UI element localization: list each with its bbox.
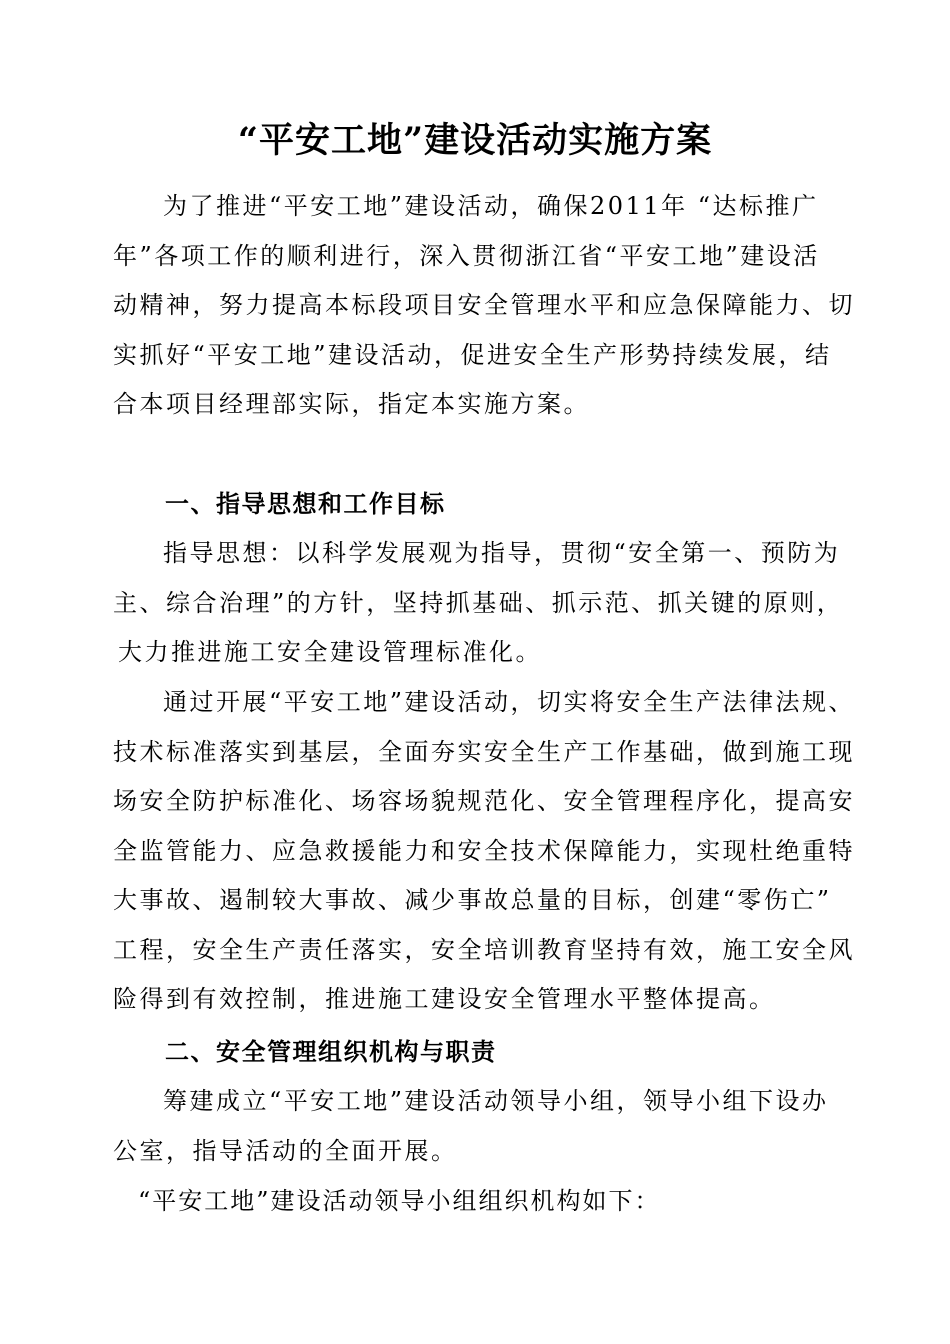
intro-paragraph xyxy=(113,182,853,430)
guiding-thought-paragraph xyxy=(113,529,853,678)
paragraph-line: 全监管能力、应急救援能力和安全技术保障能力，实现杜绝重特 xyxy=(113,836,855,865)
paragraph-line: 合本项目经理部实际，指定本实施方案。 xyxy=(113,390,590,418)
paragraph-line: 通过开展“平安工地”建设活动，切实将安全生产法律法规、 xyxy=(163,688,856,716)
paragraph-line: 主、综合治理”的方针，坚持抓基础、抓示范、抓关键的原则， xyxy=(113,588,844,617)
paragraph-line: 为了推进“平安工地”建设活动，确保2011年 “达标推广 xyxy=(163,192,819,220)
paragraph-line: 动精神，努力提高本标段项目安全管理水平和应急保障能力、切 xyxy=(113,291,855,319)
section-heading-1: 一、指导思想和工作目标 xyxy=(165,489,446,518)
paragraph-line: 筹建成立“平安工地”建设活动领导小组，领导小组下设办 xyxy=(163,1087,829,1115)
work-goal-paragraph xyxy=(113,678,856,1025)
paragraph-line: 指导思想：以科学发展观为指导，贯彻“安全第一、预防为 xyxy=(163,539,841,567)
paragraph-line: 大力推进施工安全建设管理标准化。 xyxy=(118,638,542,666)
paragraph-line: 技术标准落实到基层，全面夯实安全生产工作基础，做到施工现 xyxy=(113,737,855,766)
paragraph-line: 年”各项工作的顺利进行，深入贯彻浙江省“平安工地”建设活 xyxy=(113,241,820,270)
paragraph-line: 公室，指导活动的全面开展。 xyxy=(113,1136,458,1165)
paragraph-line: 险得到有效控制，推进施工建设安全管理水平整体提高。 xyxy=(113,985,776,1013)
document-title: “平安工地”建设活动实施方案 xyxy=(237,120,713,161)
paragraph-line: 实抓好“平安工地”建设活动，促进安全生产形势持续发展，结 xyxy=(113,340,832,369)
organization-intro-line: “平安工地”建设活动领导小组组织机构如下： xyxy=(138,1187,661,1215)
paragraph-line: 大事故、遏制较大事故、减少事故总量的目标，创建“零伤亡” xyxy=(113,886,832,914)
organization-paragraph xyxy=(113,1077,853,1176)
paragraph-line: 工程，安全生产责任落实，安全培训教育坚持有效，施工安全风 xyxy=(113,935,855,964)
section-heading-2: 二、安全管理组织机构与职责 xyxy=(165,1037,497,1066)
paragraph-line: 场安全防护标准化、场容场貌规范化、安全管理程序化，提高安 xyxy=(113,787,855,815)
